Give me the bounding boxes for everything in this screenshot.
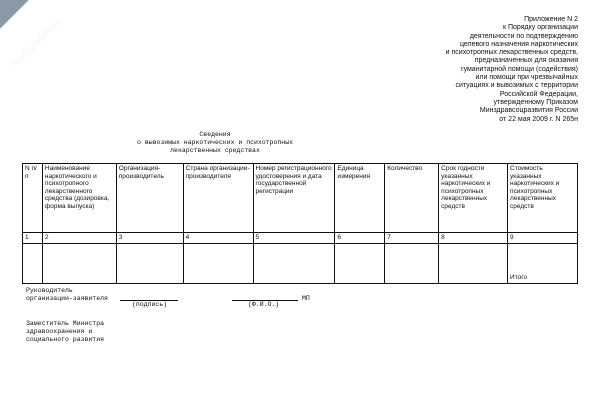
column-number: 6 [335, 233, 385, 244]
column-number: 9 [508, 233, 578, 244]
header-cell: Страна организации-производителя [183, 164, 253, 233]
table-cell [183, 243, 253, 283]
table-header-row [23, 164, 578, 233]
watermark-band [0, 0, 130, 40]
drugs-table [22, 163, 578, 284]
head-title-line: организации-заявителя [26, 295, 108, 302]
column-number: 4 [183, 233, 253, 244]
column-number-row [23, 233, 578, 244]
name-caption: (Ф.И.О.) [248, 301, 280, 308]
deputy-minister-block [26, 320, 104, 344]
appendix-line: Российской Федерации, [499, 90, 578, 98]
header-cell: Срок годности указанных наркотических и психотропных лекарственных средств [439, 164, 508, 233]
column-number: 5 [253, 233, 335, 244]
table-cell [116, 243, 183, 283]
appendix-line: деятельности по подтверждению [469, 32, 578, 40]
appendix-line: Приложение N 2 [524, 16, 578, 23]
appendix-line: к Порядку организации [503, 24, 578, 32]
appendix-line: от 22 мая 2009 г. N 265н [499, 115, 578, 123]
header-cell: Организация-производитель [116, 164, 183, 233]
table-cell [42, 243, 116, 283]
deputy-line: социального развития [26, 336, 105, 343]
table-cell [335, 243, 385, 283]
header-cell: N п/п [23, 164, 43, 233]
header-cell: Единица измерения [335, 164, 385, 233]
header-cell: Номер регистрационного удостоверения и дата государственной регистрации [253, 164, 335, 233]
table-cell [253, 243, 335, 283]
header-cell: Количество [385, 164, 439, 233]
column-number: 7 [385, 233, 439, 244]
appendix-note [368, 16, 578, 124]
appendix-line: или помощи при чрезвычайных [475, 74, 578, 82]
column-number: 3 [116, 233, 183, 244]
column-number: 2 [42, 233, 116, 244]
appendix-line: Минздравсоцразвития России [479, 107, 578, 115]
deputy-line: Заместитель Министра [26, 320, 105, 327]
table-cell [439, 243, 508, 283]
title-line: Сведения [199, 131, 231, 138]
document-title [110, 131, 320, 155]
appendix-line: целевого назначения наркотических [459, 40, 578, 48]
head-signature-block [26, 287, 108, 303]
appendix-line: и психотропных лекарственных средств, [445, 49, 578, 57]
table-row [23, 243, 578, 283]
head-title-line: Руководитель [26, 287, 73, 294]
header-cell: Наименование наркотического и психотропного лекарственного средства (дозировка, форма выпуска) [42, 164, 116, 233]
table-cell [385, 243, 439, 283]
stamp-label: МП [302, 295, 310, 302]
header-cell: Стоимость указанных наркотических и психотропных лекарственных средств [508, 164, 578, 233]
column-number: 8 [439, 233, 508, 244]
title-line: о вывозимых наркотических и психотропных [136, 139, 294, 146]
appendix-line: предназначенных для оказания [474, 57, 578, 65]
table-cell [23, 243, 43, 283]
title-line: лекарственных средствах [170, 147, 260, 154]
appendix-line: гуманитарной помощи (содействия) [461, 65, 578, 73]
deputy-line: здравоохранения и [26, 328, 93, 335]
signature-caption: (подпись) [132, 301, 168, 308]
column-number: 1 [23, 233, 43, 244]
total-cell: Итого [508, 243, 578, 283]
appendix-line: утвержденному Приказом [493, 98, 578, 106]
watermark-text: NoNumber.ru [10, 16, 64, 70]
appendix-line: ситуациях и вывозимых с территории [455, 82, 578, 90]
